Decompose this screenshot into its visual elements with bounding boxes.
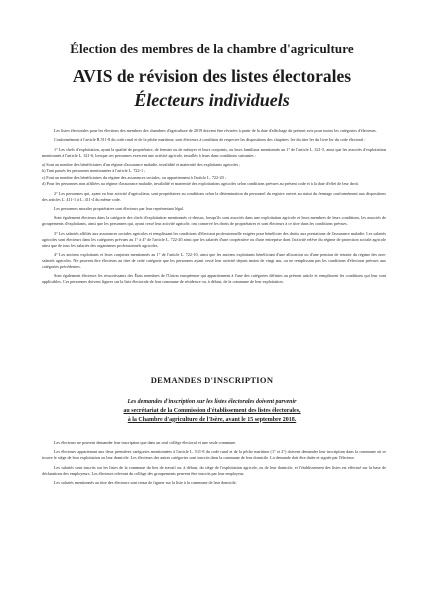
intro-paragraph: Les listes électorales pour les élections des membres des chambres d'agriculture de 2019 doivent être révisées à partir de la date d'affichage du présent avis pour toutes les catégories d'électeurs. — [54, 128, 377, 133]
request-deadline-line: à la Chambre d'agriculture de l'Isère, avant le 15 septembre 2018. — [127, 416, 297, 423]
category-one-item: b) Tant passés les personnes mentionnées à l'article L. 722-1 ; — [42, 168, 146, 174]
category-one-item: a) Sont au nombre des bénéficiaires d'un régime d'assurance maladie, invalidité et maternité des exploitants agricoles ; — [42, 161, 241, 167]
body-paragraph: Sont également électeurs dans la catégorie des chefs d'exploitation mentionnés ci-dessus, lorsqu'ils sont associés dans une exploitation agricole et leurs membres de leurs conditions, les associés de groupements d'exploitants, ainsi que les personnes qui, ayant cessé leur activité agricole, ont conservé les droits de propriétaires et sont électeurs à ce titre dans les conditions prévues. — [42, 215, 386, 227]
electors-subtitle: Électeurs individuels — [134, 90, 290, 110]
body-paragraph: 3° Les salariés affiliés aux assurances sociales agricoles et remplissant les conditions d'électorat professionnelle exigées pour bénéficier des droits aux prestations de l'assurance maladie. Les salariés agricoles sont électeurs dans les catégories prévues au 1° à 4° de l'article L. 722-20 ainsi que les salariés d'une coopérative ou d'une entreprise dont l'activité relève du régime de protection sociale agricole ainsi que de tous les salariés des organismes professionnels agricoles. — [42, 230, 386, 248]
closing-body — [42, 440, 386, 489]
closing-paragraph: Les salariés sont inscrits sur les listes de la commune du lieu de travail ou, à défaut, du siège de l'exploitation agricole, ou de leur domicile, et l'établissement des listes est effectué sur la base de déclarations des employeurs. Les électeurs relevant du collège des groupements peuvent être inscrits par leur employeur. — [42, 464, 386, 476]
category-one-item: d) Pour les personnes non affiliées au régime d'assurance maladie, invalidité et maternité des exploitations agricoles selon conditions prévues au présent code et à la date d'effet de leur droit. — [42, 181, 359, 187]
request-line: au secrétariat de la Commission d'établissement des listes électorales, — [123, 407, 301, 414]
category-one-paragraph: 1° Les chefs d'exploitation, ayant la qualité de propriétaire, de fermier ou de métayer et leurs conjoints, ou leurs familiaux mentionnés au 1° de l'article L. 321-5, ainsi que les associés d'exploitation mentionnés à l'article L. 321-6, lorsque ces personnes exercent une activité agricole, installés à leurs dans conditions suivantes : — [42, 146, 386, 158]
request-deadline-block — [0, 398, 424, 424]
notice-title: AVIS de révision des listes électorales — [72, 66, 352, 86]
closing-paragraph: Les électeurs ne peuvent demander leur inscription que dans un seul collège électoral et une seule commune. — [54, 440, 237, 445]
notice-body — [42, 128, 386, 288]
body-paragraph: Sont également électeurs les ressortissants des États membres de l'Union européenne qui appartiennent à l'une des catégories définies au présent article et remplissent les conditions qui leur sont applicables. Ces personnes doivent figurer sur la liste électorale de leur commune de résidence ou, à défaut, de la commune de leur exploitation. — [42, 273, 386, 285]
closing-paragraph: Les électeurs appartenant aux deux premières catégories mentionnées à l'article L. 511-8 du code rural et de la pêche maritime (1° et 2°) doivent demander leur inscription dans la commune où se trouve le siège de leur exploitation ou leur domicile. Les électeurs des autres catégories sont inscrits dans la commune de leur domicile. La demande doit être datée et signée par l'électeur. — [42, 449, 386, 461]
intro-paragraph: Conformément à l'article R.511-8 du code rural et de la pêche maritime, sont électeurs à condition de respecter les dispositions des chapitres 1er du titre Ier du livre Ier du code électoral : — [54, 137, 366, 143]
body-paragraph: 4° Les anciens exploitants et leurs conjoints mentionnés au 1° de l'article L. 722-10, ainsi que les anciens exploitants bénéficiant d'une allocation ou d'une pension de retraite du régime des non-salariés agricoles. Ne peuvent être électeurs au titre de cette catégorie que les personnes ayant cessé leur activité depuis moins de vingt ans, ou ne remplissant pas les conditions d'électorat prévues aux catégories précédentes. — [42, 251, 386, 269]
election-heading: Élection des membres de la chambre d'agriculture — [70, 41, 354, 56]
closing-paragraph: Les salariés mentionnés au titre des électeurs sont tenus de figurer sur la liste à la commune de leur domicile. — [54, 479, 237, 485]
body-paragraph: Les personnes morales propriétaires sont électeurs par leur représentant légal. — [54, 205, 184, 211]
body-paragraph: 2° Les personnes qui, ayant eu leur activité d'agriculteur, sont propriétaires au conditions selon la détermination du personnel du registre ouvert au statut du fermage conformément aux dispositions des articles L. 411-1 à L. 411-4 du même code. — [42, 190, 386, 202]
requests-section-title: DEMANDES D'INSCRIPTION — [150, 375, 274, 385]
request-line: Les demandes d'inscription sur les listes électorales doivent parvenir — [127, 399, 297, 405]
category-one-item: c) Font au nombre des bénéficiaires du régime des assurances sociales, ou appartiennent à l'article L. 722-20 ; — [42, 174, 226, 180]
